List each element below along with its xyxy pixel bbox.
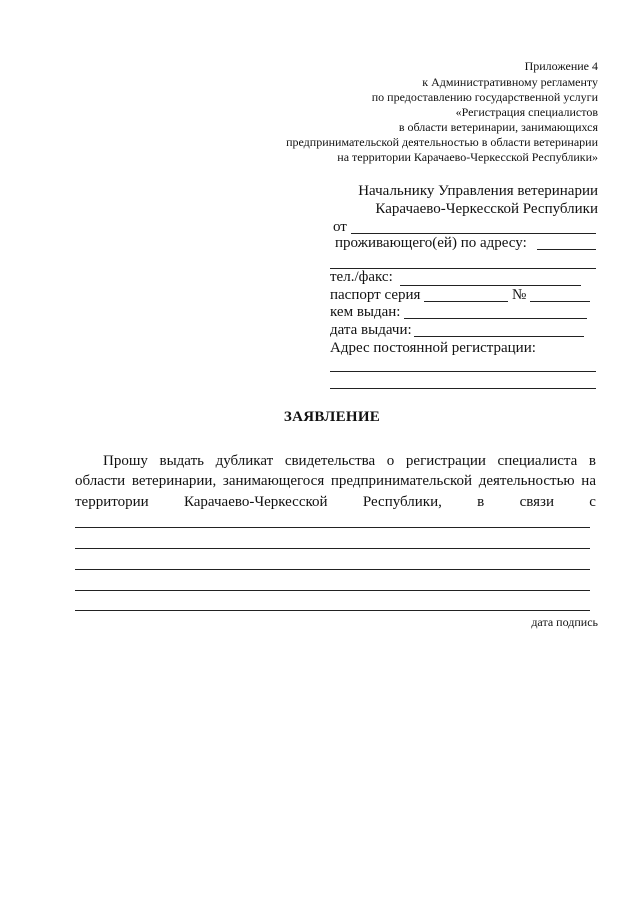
- passport-series-field[interactable]: [424, 301, 508, 302]
- appendix-line: к Административному регламенту: [422, 75, 598, 89]
- document-title: ЗАЯВЛЕНИЕ: [283, 409, 381, 425]
- body-word: Карачаево-Черкесской: [183, 494, 328, 510]
- reason-line-4[interactable]: [75, 590, 590, 591]
- issued-by-label: кем выдан:: [330, 304, 401, 320]
- addressee-line1: Начальнику Управления ветеринарии: [358, 183, 598, 199]
- residing-label: проживающего(ей) по адресу:: [335, 235, 527, 251]
- passport-series-label: паспорт серия: [330, 287, 421, 303]
- appendix-line: «Регистрация специалистов: [455, 105, 598, 119]
- issue-date-field[interactable]: [414, 336, 584, 337]
- phone-field[interactable]: [400, 285, 581, 286]
- passport-number-label: №: [512, 287, 527, 303]
- issued-by-field[interactable]: [404, 318, 587, 319]
- reason-line-2[interactable]: [75, 548, 590, 549]
- appendix-line: Приложение 4: [524, 59, 598, 73]
- from-label: от: [333, 219, 347, 235]
- body-word: с: [589, 494, 596, 510]
- body-line-1: Прошу выдать дубликат свидетельства о регистрации специалиста в: [103, 453, 596, 469]
- reason-line-5[interactable]: [75, 610, 590, 611]
- reason-line-3[interactable]: [75, 569, 590, 570]
- issue-date-label: дата выдачи:: [330, 322, 412, 338]
- registration-field-1[interactable]: [330, 371, 596, 372]
- body-line-3: [75, 494, 596, 511]
- appendix-line: в области ветеринарии, занимающихся: [398, 120, 598, 134]
- date-signature-label: дата подпись: [531, 615, 598, 629]
- from-field[interactable]: [351, 233, 596, 234]
- reason-line-1[interactable]: [75, 527, 590, 528]
- body-word: в: [477, 494, 485, 510]
- passport-number-field[interactable]: [530, 301, 590, 302]
- appendix-line: на территории Карачаево-Черкесской Республики»: [337, 150, 598, 164]
- registration-label: Адрес постоянной регистрации:: [330, 340, 536, 356]
- appendix-line: по предоставлению государственной услуги: [371, 90, 598, 104]
- body-word: Республики,: [362, 494, 442, 510]
- registration-field-2[interactable]: [330, 388, 596, 389]
- residing-field[interactable]: [537, 249, 596, 250]
- appendix-line: предпринимательской деятельностью в области ветеринарии: [286, 135, 598, 149]
- addressee-line2: Карачаево-Черкесской Республики: [375, 201, 598, 217]
- phone-label: тел./факс:: [330, 269, 393, 285]
- body-line-2: области ветеринарии, занимающегося предпринимательской деятельностью на: [75, 473, 596, 489]
- body-word: территории: [75, 494, 149, 510]
- body-word: связи: [519, 494, 554, 510]
